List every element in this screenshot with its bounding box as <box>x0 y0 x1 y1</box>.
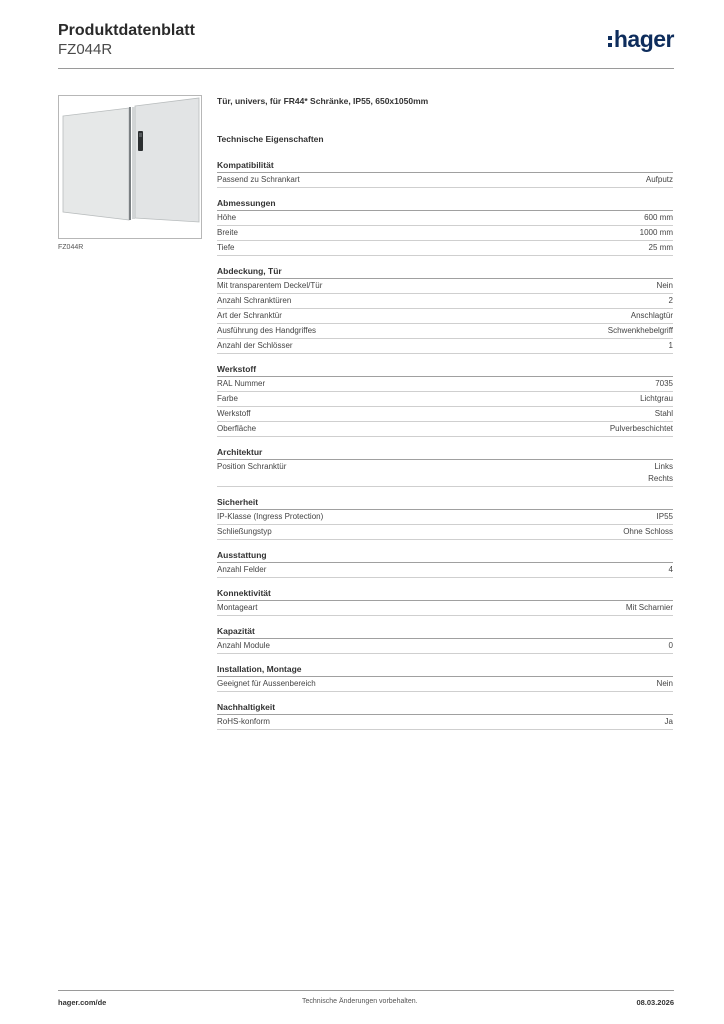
spec-label: Farbe <box>217 394 238 403</box>
product-image <box>58 95 202 239</box>
spec-group <box>217 446 673 487</box>
footer-divider <box>58 990 674 991</box>
spec-label: Anzahl Schranktüren <box>217 296 292 305</box>
spec-label: IP-Klasse (Ingress Protection) <box>217 512 324 521</box>
double-door-illustration <box>59 96 201 238</box>
spec-value-line: Nein <box>656 679 673 688</box>
logo-text: hager <box>613 25 674 52</box>
spec-row <box>217 377 673 392</box>
spec-row <box>217 309 673 324</box>
spec-label: Tiefe <box>217 243 235 252</box>
spec-group-title: Kompatibilität <box>217 159 673 173</box>
spec-row <box>217 460 673 487</box>
spec-value <box>631 310 673 322</box>
spec-value-line: Links <box>654 462 673 471</box>
spec-value <box>669 295 673 307</box>
spec-group <box>217 363 673 437</box>
product-description: Tür, univers, für FR44* Schränke, IP55, 650x1050mm <box>217 96 429 106</box>
spec-value-line: Mit Scharnier <box>625 603 673 612</box>
spec-row <box>217 211 673 226</box>
spec-value-line: Stahl <box>654 409 673 418</box>
spec-group-title: Architektur <box>217 446 673 460</box>
spec-value <box>610 423 673 435</box>
footer-website: hager.com/de <box>58 998 107 1007</box>
spec-value <box>655 378 673 390</box>
document-title: Produktdatenblatt <box>58 22 195 39</box>
spec-value-line: 7035 <box>655 379 673 388</box>
spec-value-line: Ja <box>664 717 673 726</box>
spec-value <box>669 640 673 652</box>
spec-row <box>217 563 673 578</box>
spec-group <box>217 701 673 730</box>
spec-label: Mit transparentem Deckel/Tür <box>217 281 323 290</box>
spec-group <box>217 496 673 540</box>
product-code: FZ044R <box>58 41 113 58</box>
spec-row <box>217 715 673 730</box>
spec-value <box>646 174 673 186</box>
spec-label: Passend zu Schrankart <box>217 175 300 184</box>
hager-logo <box>608 24 674 54</box>
header-divider <box>58 68 674 69</box>
spec-value <box>649 242 673 254</box>
spec-label: Ausführung des Handgriffes <box>217 326 317 335</box>
spec-value <box>644 212 673 224</box>
spec-row <box>217 677 673 692</box>
spec-value <box>657 678 673 690</box>
spec-value-line: Pulverbeschichtet <box>609 424 673 433</box>
spec-value-line: 1000 mm <box>639 228 673 237</box>
section-title: Technische Eigenschaften <box>217 134 324 144</box>
spec-value <box>626 602 673 614</box>
spec-value <box>648 461 673 485</box>
spec-row <box>217 294 673 309</box>
spec-label: RAL Nummer <box>217 379 266 388</box>
spec-value-line: Anschlagtür <box>630 311 673 320</box>
spec-group <box>217 587 673 616</box>
footer-date: 08.03.2026 <box>636 998 674 1007</box>
spec-row <box>217 226 673 241</box>
spec-group <box>217 197 673 256</box>
page-header <box>58 22 674 68</box>
spec-value <box>669 564 673 576</box>
spec-value-line: 0 <box>668 641 673 650</box>
spec-group <box>217 663 673 692</box>
spec-row <box>217 407 673 422</box>
spec-label: Geeignet für Aussenbereich <box>217 679 316 688</box>
spec-row <box>217 173 673 188</box>
spec-value-line: 25 mm <box>648 243 673 252</box>
spec-value-line: Rechts <box>648 474 673 483</box>
spec-row <box>217 601 673 616</box>
spec-value-line: Aufputz <box>645 175 673 184</box>
spec-value <box>640 227 673 239</box>
spec-group-title: Sicherheit <box>217 496 673 510</box>
spec-value-line: 1 <box>668 341 673 350</box>
spec-group-title: Konnektivität <box>217 587 673 601</box>
spec-value-line: IP55 <box>656 512 673 521</box>
spec-group-title: Werkstoff <box>217 363 673 377</box>
spec-value <box>608 325 673 337</box>
spec-group <box>217 625 673 654</box>
spec-value <box>669 340 673 352</box>
spec-group-title: Ausstattung <box>217 549 673 563</box>
logo-dots-icon <box>608 36 612 47</box>
spec-value-line: Schwenkhebelgriff <box>607 326 673 335</box>
spec-row <box>217 279 673 294</box>
spec-row <box>217 510 673 525</box>
spec-group-title: Abdeckung, Tür <box>217 265 673 279</box>
image-caption: FZ044R <box>58 244 84 251</box>
spec-value <box>623 526 673 538</box>
spec-label: RoHS-konform <box>217 717 270 726</box>
spec-row <box>217 339 673 354</box>
spec-group <box>217 549 673 578</box>
spec-label: Position Schranktür <box>217 462 287 471</box>
spec-group <box>217 265 673 354</box>
spec-group-title: Installation, Montage <box>217 663 673 677</box>
spec-groups <box>217 159 673 730</box>
spec-label: Breite <box>217 228 238 237</box>
spec-value <box>657 511 673 523</box>
spec-row <box>217 241 673 256</box>
footer-note: Technische Änderungen vorbehalten. <box>302 998 418 1005</box>
spec-group <box>217 159 673 188</box>
spec-row <box>217 392 673 407</box>
spec-value-line: 4 <box>668 565 673 574</box>
spec-value <box>657 280 673 292</box>
spec-row <box>217 324 673 339</box>
spec-label: Werkstoff <box>217 409 251 418</box>
spec-value-line: Ohne Schloss <box>623 527 673 536</box>
spec-label: Anzahl der Schlösser <box>217 341 293 350</box>
spec-label: Höhe <box>217 213 237 222</box>
spec-value <box>665 716 673 728</box>
spec-label: Anzahl Felder <box>217 565 267 574</box>
spec-row <box>217 422 673 437</box>
spec-value <box>655 408 673 420</box>
spec-label: Oberfläche <box>217 424 257 433</box>
spec-label: Anzahl Module <box>217 641 270 650</box>
spec-group-title: Nachhaltigkeit <box>217 701 673 715</box>
spec-content <box>217 95 673 739</box>
spec-value-line: Lichtgrau <box>640 394 673 403</box>
spec-label: Schließungstyp <box>217 527 272 536</box>
spec-group-title: Abmessungen <box>217 197 673 211</box>
spec-group-title: Kapazität <box>217 625 673 639</box>
spec-label: Art der Schranktür <box>217 311 282 320</box>
spec-value <box>640 393 673 405</box>
spec-row <box>217 525 673 540</box>
spec-value-line: 600 mm <box>644 213 673 222</box>
spec-label: Montageart <box>217 603 258 612</box>
spec-value-line: 2 <box>668 296 673 305</box>
spec-value-line: Nein <box>656 281 673 290</box>
spec-row <box>217 639 673 654</box>
